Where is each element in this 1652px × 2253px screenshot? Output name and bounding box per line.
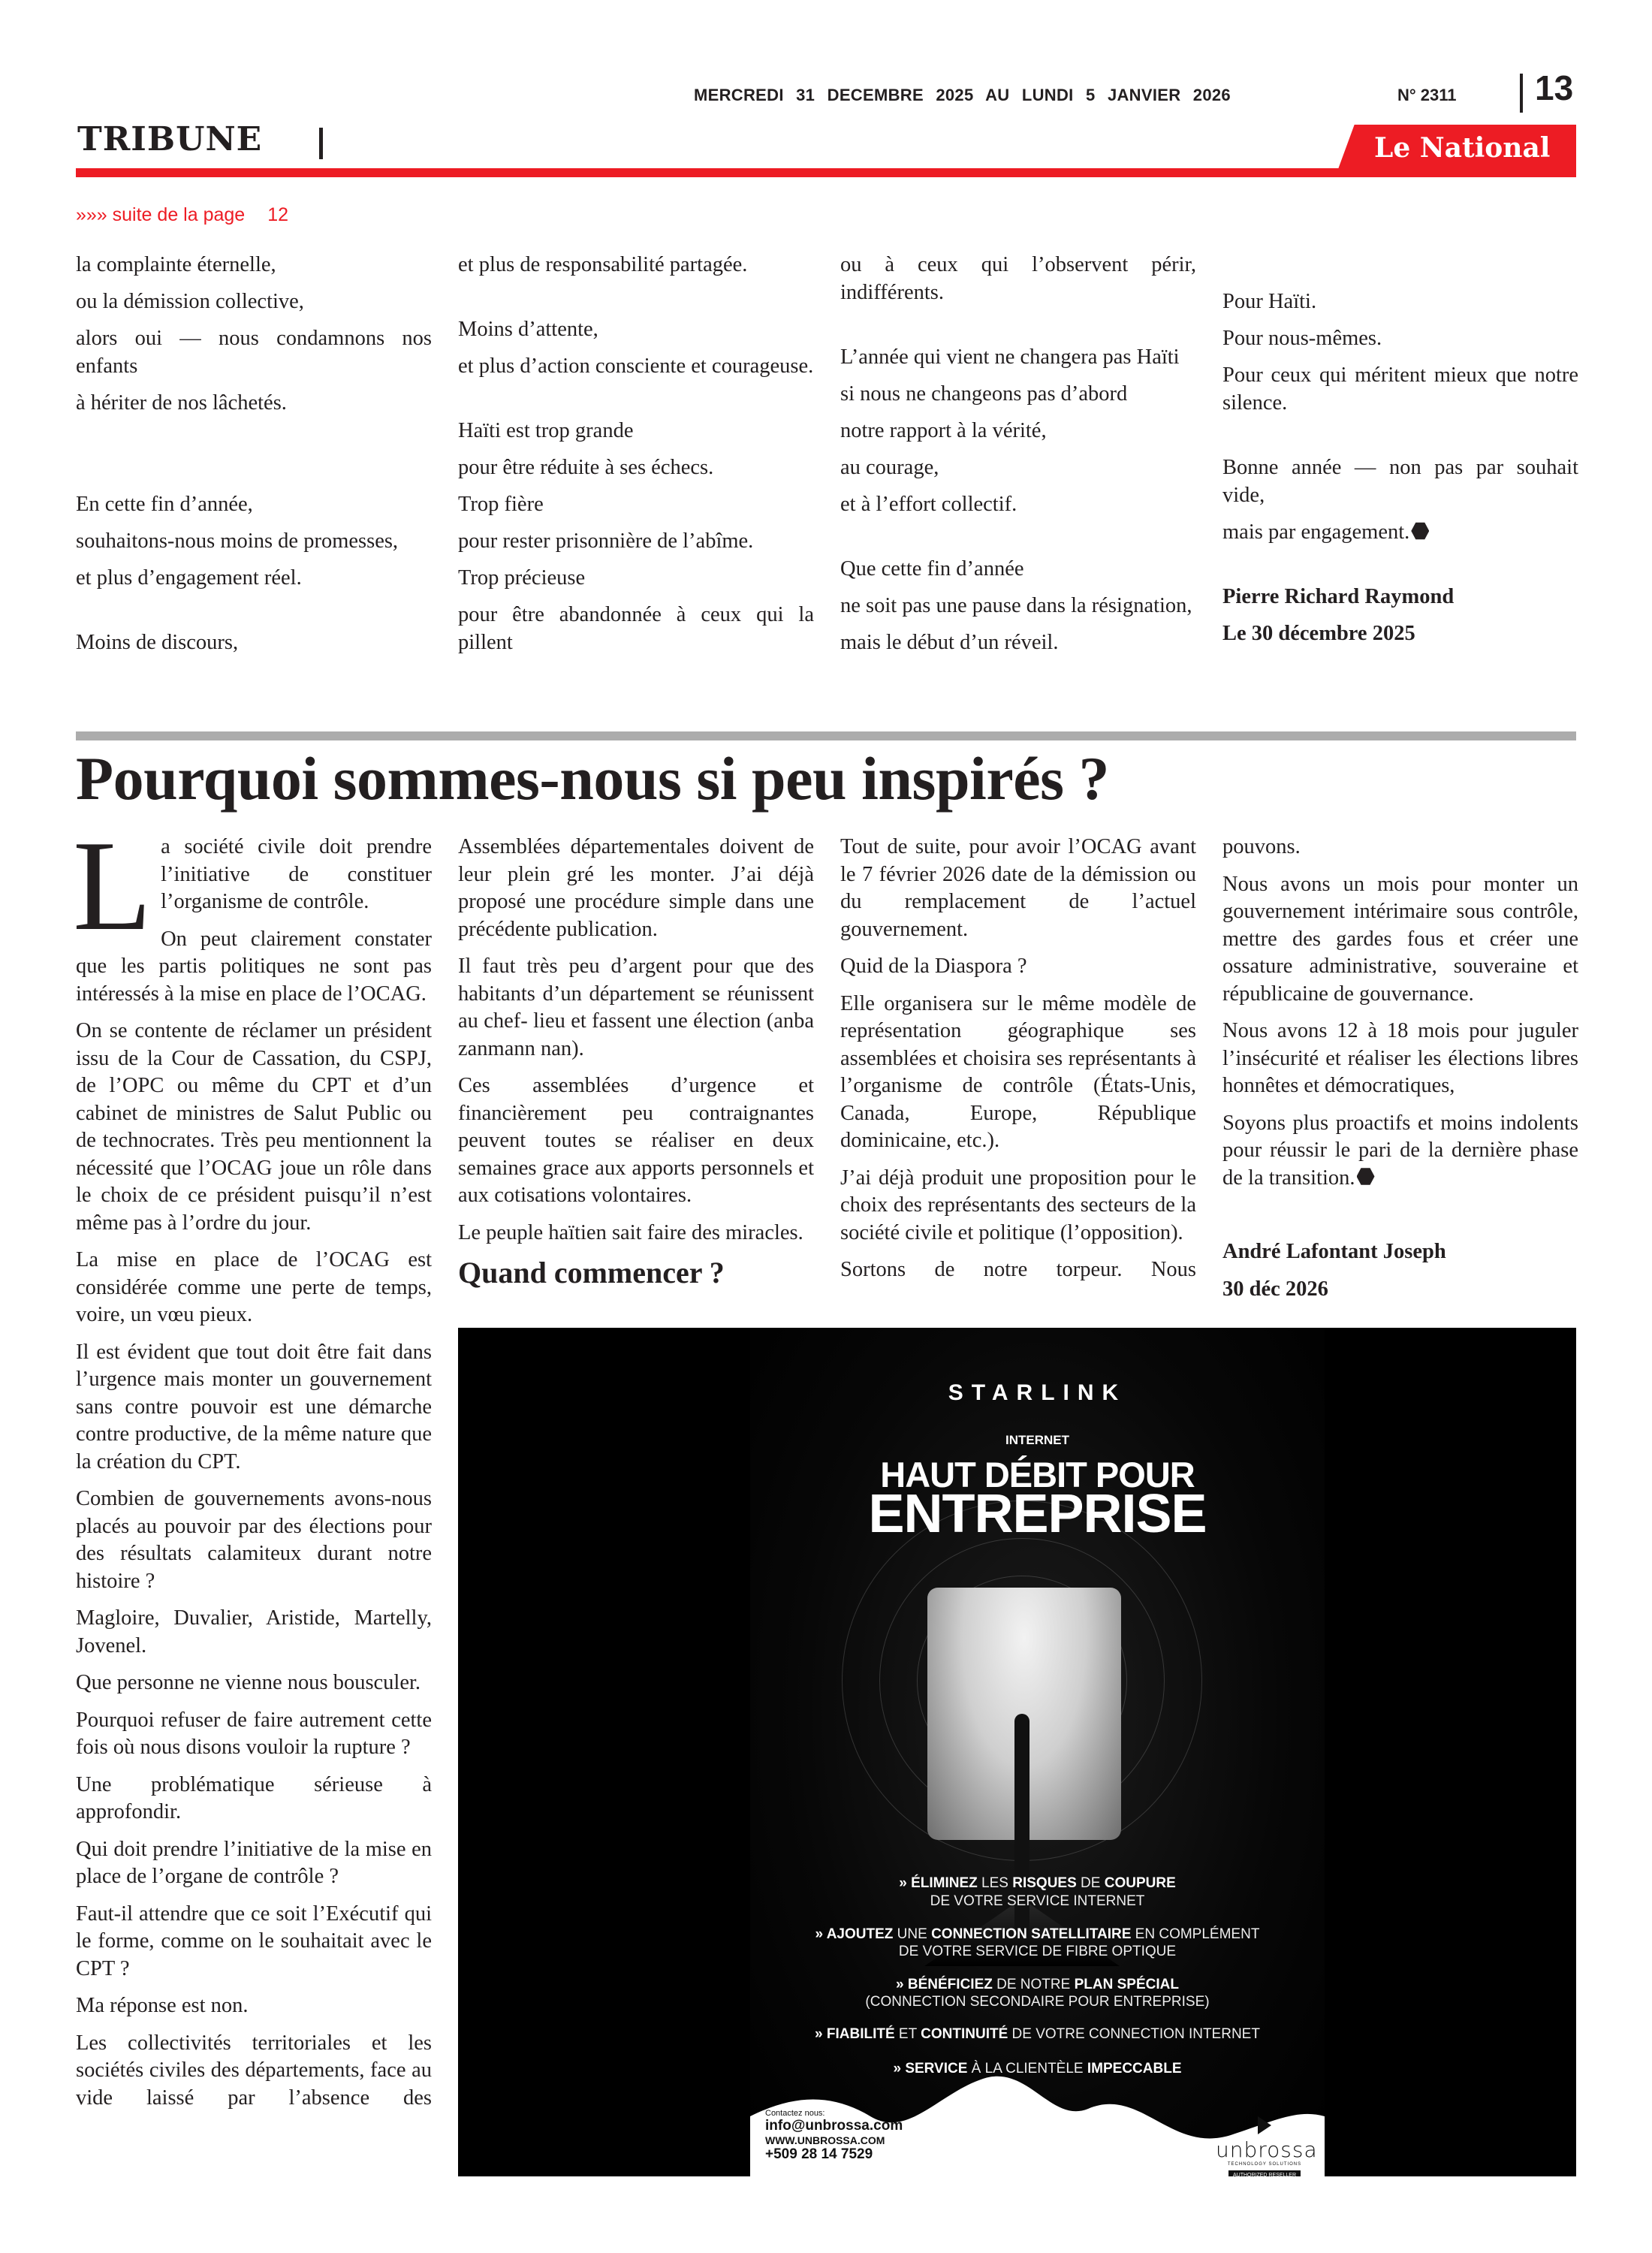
article-paragraph [1222,1110,1578,1193]
ad-kicker: INTERNET [1005,1433,1069,1447]
ad-benefit-segment: PLAN SPÉCIAL [1074,1977,1179,1992]
article-paragraph [1222,834,1578,861]
tribune-line [840,555,1196,583]
ad-benefit-segment: IMPECCABLE [1087,2061,1182,2077]
ad-benefit-segment: RISQUES [1012,1875,1077,1891]
ad-benefit-segment: COUPURE [1104,1875,1176,1891]
tribune-line [840,417,1196,445]
paragraph-text: Soyons plus proactifs et moins indolents pour réussir le pari de la dernière phase de la transition. [1222,1111,1578,1190]
article-paragraph: Sortons de notre torpeur. Nous [840,1258,1196,1281]
article-paragraph [76,1836,432,1891]
paragraph-text: Les collectivités territoriales et les sociétés civiles des départements, face au vide laissé par l’absence des [76,2031,432,2110]
ad-benefit [750,1976,1325,1993]
ad-benefit-segment: LES [977,1875,1013,1891]
tribune-line [1222,361,1578,417]
tribune-line-text: et plus d’action consciente et courageuse. [458,354,814,378]
continued-from-note [76,204,288,226]
article-paragraph [76,1018,432,1237]
tribune-line-text: à hériter de nos lâchetés. [76,391,287,415]
contact-phone: +509 28 14 7529 [765,2146,873,2162]
tribune-line-text: alors oui — nous condamnons nos enfants [76,327,432,378]
tribune-line [76,324,432,380]
tribune-line [840,251,1196,306]
ad-benefit-detail: (CONNECTION SECONDAIRE POUR ENTREPRISE) [865,1994,1210,2010]
drop-cap: L [73,815,152,958]
ad-benefit-segment: À LA CLIENTÈLE [967,2061,1087,2077]
tribune-line-text: la complainte éternelle, [76,253,276,276]
end-mark-icon [1411,522,1429,540]
tribune-line [840,629,1196,656]
article-paragraph: Assemblées départementales doivent de leur plein gré les monter. J’ai déjà proposé une procédure simple dans une précédente publication. [458,835,814,941]
tribune-line-text: et plus de responsabilité partagée. [458,253,748,276]
reseller-badge: AUTHORIZED RESELLER [1228,2170,1301,2176]
tribune-line-text: pour être abandonnée à ceux qui la pillent [458,603,814,654]
tribune-line [458,601,814,656]
article-paragraph: Quid de la Diaspora ? [840,955,1027,978]
tribune-line [76,527,432,555]
ad-benefit-segment: CONNECTION SATELLITAIRE [931,1926,1132,1942]
tribune-date: Le 30 décembre 2025 [1222,622,1415,645]
article-paragraph: Il faut très peu d’argent pour que des habitants d’un département se réunissent au chef- lieu et fassent une élection (anba zanmann nan). [458,955,814,1060]
article-column-3 [840,834,1196,1294]
tribune-line-text: Bonne année — non pas par souhait vide, [1222,456,1578,507]
tribune-line [458,490,814,518]
tribune-column-4 [1222,251,1578,656]
tribune-line-text: ne soit pas une pause dans la résignation, [840,594,1192,617]
article-paragraph [76,1772,432,1826]
paragraph-text: Que personne ne vienne nous bousculer. [76,1671,421,1694]
paragraph-text: Qui doit prendre l’initiative de la mise en place de l’organe de contrôle ? [76,1837,432,1888]
tribune-line [76,389,432,417]
tribune-line [76,251,432,279]
tribune-line [76,288,432,315]
tribune-column-1 [76,251,432,665]
tribune-line-text: L’année qui vient ne changera pas Haïti [840,345,1180,369]
article-paragraph [76,1992,432,2020]
ad-benefit-segment: » FIABILITÉ [815,2026,895,2042]
paragraph-text: Combien de gouvernements avons-nous placés au pouvoir par des élections pour des résultats calamiteux durant notre histoire ? [76,1487,432,1593]
tribune-line [1222,288,1578,315]
tribune-line-text: ou à ceux qui l’observent périr, indifférents. [840,253,1196,304]
ad-benefit-segment: ET [894,2026,921,2042]
ad-benefit-segment: CONTINUITÉ [921,2026,1008,2042]
article-paragraph [76,1485,432,1595]
ad-headline-1: HAUT DÉBIT POUR [880,1455,1195,1494]
page-number: 13 [1535,68,1574,107]
tribune-column-3 [840,251,1196,665]
tribune-line-text: Trop fière [458,493,544,516]
ad-contact-block [765,2109,903,2163]
ad-benefit-segment: » SERVICE [893,2061,968,2077]
section-divider [76,731,1576,740]
article-column-4 [1222,834,1578,1313]
tribune-line [76,490,432,518]
ad-benefit-segment: DE VOTRE CONNECTION INTERNET [1008,2026,1260,2042]
article-paragraph [76,1669,432,1697]
article-paragraph [76,1707,432,1762]
paragraph-text: Pourquoi refuser de faire autrement cette fois où nous disons vouloir la rupture ? [76,1708,432,1759]
tribune-line [458,315,814,343]
tribune-line-text: En cette fin d’année, [76,493,253,516]
paragraph-text: Nous avons 12 à 18 mois pour juguler l’insécurité et réaliser les élections libres honnêtes et démocratiques, [1222,1019,1578,1097]
tribune-line [458,527,814,555]
ad-poster [750,1328,1325,2176]
ad-benefit-segment: » ÉLIMINEZ [899,1875,978,1891]
tribune-line [458,454,814,481]
tribune-line-text: ou la démission collective, [76,290,304,313]
ad-benefit-segment: » AJOUTEZ [815,1926,894,1942]
tribune-line-text: et plus d’engagement réel. [76,566,302,590]
ad-brand: STARLINK [948,1380,1127,1405]
tribune-line-text: mais par engagement. [1222,520,1410,544]
paragraph-text: Faut-il attendre que ce soit l’Exécutif qui le forme, comme on le souhaitait avec le CPT ? [76,1902,432,1980]
issue-number: N° 2311 [1397,86,1457,104]
ad-benefit-segment: » BÉNÉFICIEZ [896,1977,993,1992]
article-column-1 [73,815,432,2122]
tribune-line [840,380,1196,408]
tribune-line-text: Moins de discours, [76,631,239,654]
logo-name: unbrossa [1216,2137,1318,2162]
starlink-advertisement [458,1328,1576,2176]
tribune-line [840,490,1196,518]
tribune-line-text: Trop précieuse [458,566,586,590]
tribune-line [1222,518,1578,546]
tribune-line [840,592,1196,620]
article-paragraph [1222,871,1578,1009]
tribune-line [458,564,814,592]
article-subhead: Quand commencer ? [458,1256,725,1289]
article-paragraph: Elle organisera sur le même modèle de représentation géographique ses assemblées et choisira ses représentants à l’organisme de contrôle (États-Unis, Canada, Europe, République dominicaine, etc.). [840,991,1196,1152]
paragraph-text: La mise en place de l’OCAG est considérée comme une perte de temps, voire, un vœu pieux. [76,1248,432,1326]
tribune-line-text: Que cette fin d’année [840,557,1024,581]
tribune-line-text: pour rester prisonnière de l’abîme. [458,529,754,553]
tribune-line [840,454,1196,481]
ad-benefit-detail: DE VOTRE SERVICE DE FIBRE OPTIQUE [898,1944,1177,1959]
tribune-line-text: souhaitons-nous moins de promesses, [76,529,399,553]
ad-benefit-detail: DE VOTRE SERVICE INTERNET [930,1893,1145,1909]
article-author: André Lafontant Joseph [1222,1240,1446,1263]
tribune-line-text: Haïti est trop grande [458,419,634,442]
tribune-line-text: Pour Haïti. [1222,290,1317,313]
play-icon [1258,2116,1271,2134]
ad-benefit [750,2025,1325,2043]
page-number-divider [1520,74,1523,113]
tribune-line-text: Pour ceux qui méritent mieux que notre silence. [1222,363,1578,415]
end-mark-icon [1357,1168,1375,1186]
rubric-divider [319,128,323,159]
paragraph-text: pouvons. [1222,835,1301,858]
ad-benefit [750,1874,1325,1892]
tribune-line-text: si nous ne changeons pas d’abord [840,382,1128,406]
article-paragraph [76,1901,432,1983]
article-paragraph: Ces assemblées d’urgence et financièrement peu contraignantes peuvent toutes se réaliser en deux semaines grace aux apports personnels et aux cotisations volontaires. [458,1074,814,1207]
article-paragraph [1222,1018,1578,1100]
article-title: Pourquoi sommes-nous si peu inspirés ? [76,744,1110,813]
unbrossa-logo [1216,2116,1318,2176]
tribune-line-text: notre rapport à la vérité, [840,419,1047,442]
issue-dateline: MERCREDI 31 DECEMBRE 2025 AU LUNDI 5 JANVIER 2026 [694,86,1231,104]
paragraph-text: Nous avons un mois pour monter un gouvernement intérimaire sous contrôle, mettre des gardes fous et créer une ossature administrative, souveraine et républicaine de gouvernance. [1222,872,1578,1006]
tribune-line [76,629,432,656]
ad-benefit [750,1926,1325,1943]
paragraph-text: Il est évident que tout doit être fait dans l’urgence mais monter un gouvernement sans contre pouvoir est une démarche contre productive, de la même nature que la création du CPT. [76,1340,432,1473]
paragraph-text: On peut clairement constater que les partis politiques ne sont pas intéressés à la mise en place de l’OCAG. [76,927,432,1006]
tribune-line [458,251,814,279]
paragraph-text: Magloire, Duvalier, Aristide, Martelly, Jovenel. [76,1606,432,1657]
ad-benefit-segment: EN COMPLÉMENT [1131,1926,1260,1942]
tribune-line [458,417,814,445]
ad-benefit-segment: DE NOTRE [992,1977,1075,1992]
logo-tagline: TECHNOLOGY SOLUTIONS [1227,2162,1302,2167]
contact-label: Contactez nous: [765,2109,825,2118]
tribune-line [1222,454,1578,509]
article-paragraph: Tout de suite, pour avoir l’OCAG avant le 7 février 2026 date de la démission ou du remplacement de l’actuel gouvernement. [840,835,1196,941]
contact-website: WWW.UNBROSSA.COM [765,2134,885,2146]
tribune-line [76,564,432,592]
tribune-line-text: Moins d’attente, [458,318,598,341]
tribune-author: Pierre Richard Raymond [1222,585,1455,608]
tribune-line-text: Pour nous-mêmes. [1222,327,1382,350]
article-paragraph [73,815,432,958]
paragraph-text: a société civile doit prendre l’initiative de constituer l’organisme de contrôle. [161,835,432,913]
section-rubric: TRIBUNE [77,120,263,158]
tribune-line-text: et à l’effort collectif. [840,493,1017,516]
ad-headline-2: ENTREPRISE [868,1484,1207,1544]
paragraph-text: Ma réponse est non. [76,1994,249,2017]
article-date: 30 déc 2026 [1222,1277,1328,1301]
paragraph-text: Une problématique sérieuse à approfondir. [76,1772,432,1823]
article-paragraph [76,1605,432,1660]
tribune-line-text: mais le début d’un réveil. [840,631,1059,654]
continued-page: 12 [267,204,288,225]
article-column-2 [458,834,814,1289]
ad-benefit-segment: DE [1076,1875,1105,1891]
article-paragraph: J’ai déjà produit une proposition pour le choix des représentants des secteurs de la société civile et politique (l’opposition). [840,1166,1196,1244]
continued-label: »»» suite de la page [76,204,246,225]
contact-email: info@unbrossa.com [765,2118,903,2134]
paragraph-text: On se contente de réclamer un président issu de la Cour de Cassation, du CSPJ, de l’OPC ou même du CPT et d’un cabinet de ministres de Salut Public ou de technocrates. Très peu mentionnent la nécessité que l’OCAG joue un rôle dans le choix de ce président puisqu’il n’est même pas à l’ordre du jour. [76,1019,432,1235]
tribune-line [840,343,1196,371]
article-paragraph [76,1247,432,1329]
article-paragraph: Le peuple haïtien sait faire des miracles. [458,1220,803,1244]
article-paragraph [76,2030,432,2113]
newspaper-brand: Le National [1374,132,1551,164]
tribune-line [1222,324,1578,352]
tribune-line [458,352,814,380]
tribune-line-text: au courage, [840,456,939,479]
ad-benefit-segment: UNE [893,1926,932,1942]
article-paragraph [76,1339,432,1476]
tribune-column-2 [458,251,814,665]
tribune-line-text: pour être réduite à ses échecs. [458,456,714,479]
